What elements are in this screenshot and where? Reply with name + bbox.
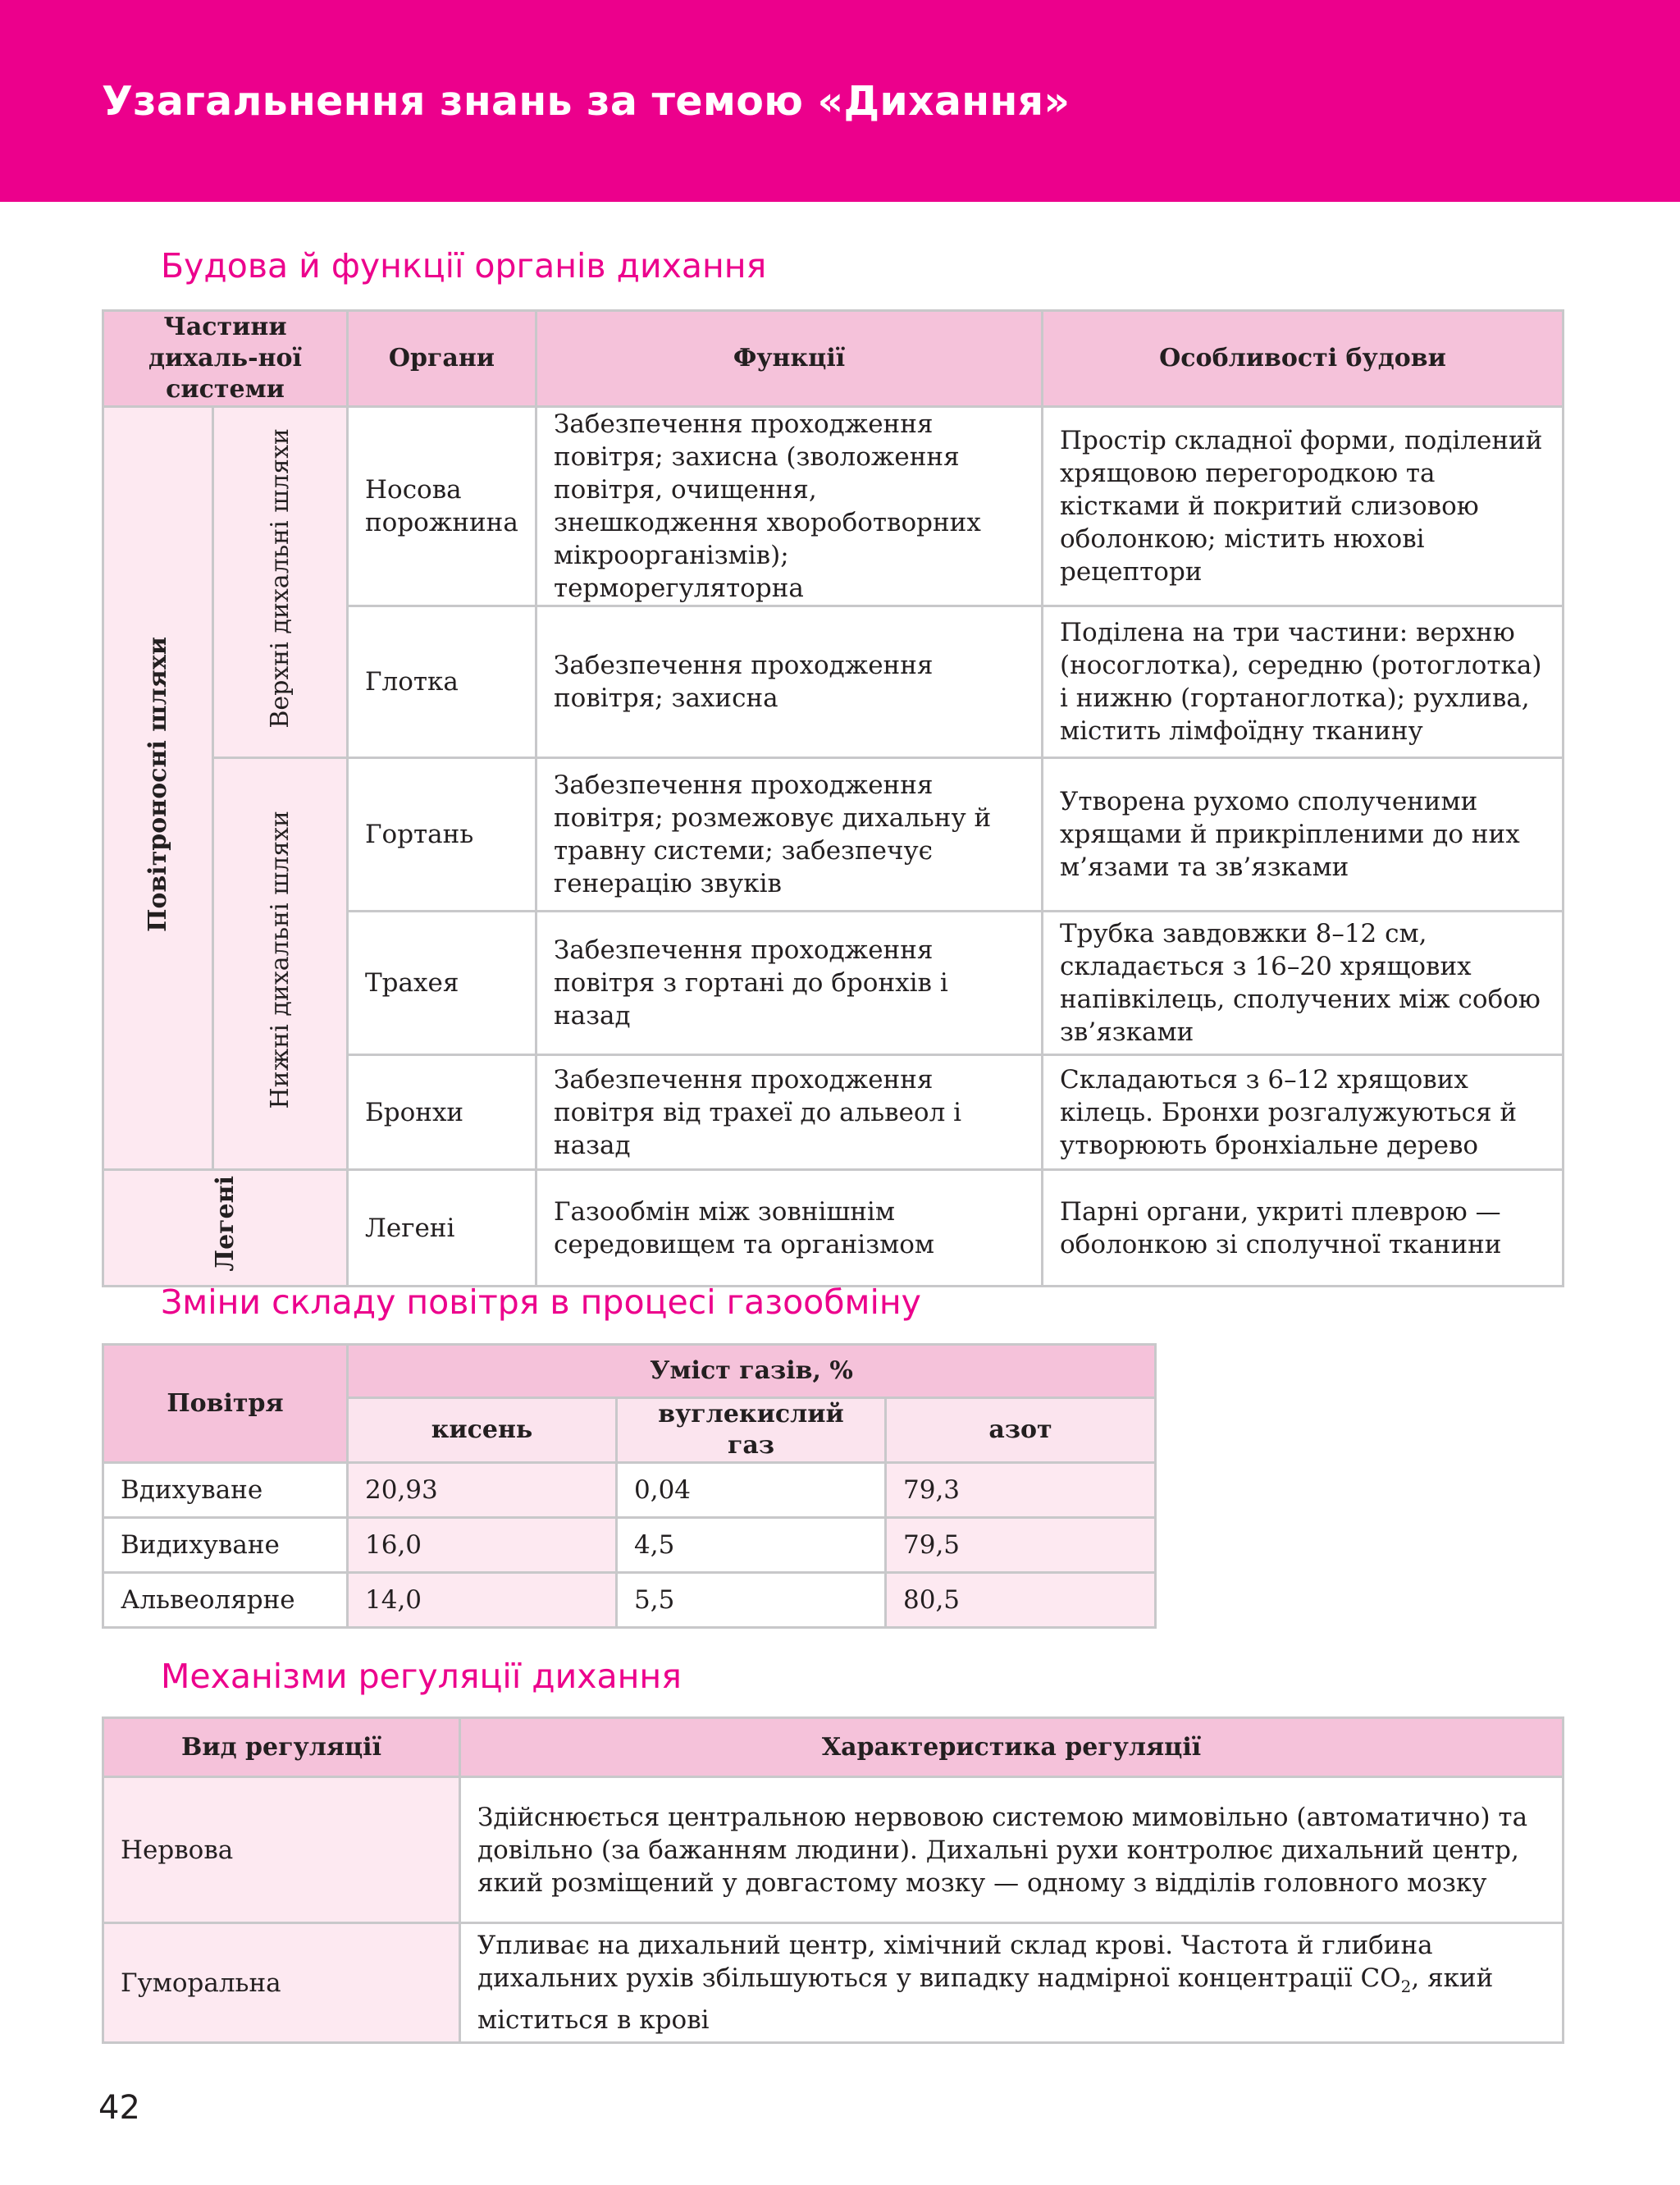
organ-cell: Гортань [348,758,536,912]
table-header-row [103,1718,1564,1777]
table-header-row [103,1345,1156,1398]
regulation-table [102,1716,1564,2044]
group-lower-airways: Нижні дихальні шляхи [213,758,348,1170]
regulation-type-cell: Гуморальна [103,1923,460,2043]
section-title-gas-exchange: Зміни складу повітря в процесі газообміну [161,1282,921,1322]
organ-cell: Легені [348,1170,536,1287]
function-cell: Газообмін між зовнішнім середовищем та організмом [536,1170,1043,1287]
regulation-description-cell: Здійснюється центральною нервовою системою мимовільно (автоматично) та довільно (за бажанням людини). Дихальні рухи контролює дихальний центр, який розміщений у довгастому мозку — одному з відділів головного мозку [460,1777,1564,1923]
co2-cell: 4,5 [617,1518,886,1573]
group-lungs: Легені [103,1170,348,1287]
header-nitrogen: азот [886,1398,1156,1463]
nitrogen-cell: 79,5 [886,1518,1156,1573]
header-oxygen: кисень [348,1398,617,1463]
section-title-structure: Будова й функції органів дихання [161,246,767,286]
co2-cell: 0,04 [617,1463,886,1518]
header-functions: Функції [536,311,1043,407]
function-cell: Забезпечення проходження повітря; захисна [536,606,1043,758]
table-row [103,407,1564,606]
section-title-regulation: Механізми регуляції дихання [161,1657,682,1696]
header-gas-content: Уміст газів, % [348,1345,1156,1398]
header-regulation-description: Характеристика регуляції [460,1718,1564,1777]
table-row [103,1518,1156,1573]
page-number: 42 [98,2089,140,2127]
title-banner [0,0,1680,202]
nitrogen-cell: 79,3 [886,1463,1156,1518]
table-row [103,758,1564,912]
nitrogen-cell: 80,5 [886,1573,1156,1628]
table-row [103,1923,1564,2043]
regulation-description-cell: Упливає на дихальний центр, хімічний склад крові. Частота й глибина дихальних рухів збільшуються у випадку надмірної концентрації $CO_2$, який міститься в крові [460,1923,1564,2043]
oxygen-cell: 16,0 [348,1518,617,1573]
organ-cell: Трахея [348,912,536,1055]
feature-cell: Поділена на три частини: верхню (носоглотка), середню (ротоглотка) і нижню (гортаноглотка); рухлива, містить лімфоїдну тканину [1043,606,1564,758]
co2-cell: 5,5 [617,1573,886,1628]
organ-cell: Бронхи [348,1055,536,1170]
table-row [103,1777,1564,1923]
header-organs: Органи [348,311,536,407]
table-row [103,1170,1564,1287]
air-cell: Видихуване [103,1518,348,1573]
oxygen-cell: 20,93 [348,1463,617,1518]
oxygen-cell: 14,0 [348,1573,617,1628]
table-header-row [103,311,1564,407]
function-cell: Забезпечення проходження повітря; захисна (зволоження повітря, очищення, знешкодження хвороботворних мікроорганізмів); терморегуляторна [536,407,1043,606]
feature-cell: Утворена рухомо сполученими хрящами й прикріпленими до них м’язами та зв’язками [1043,758,1564,912]
group-upper-airways: Верхні дихальні шляхи [213,407,348,758]
function-cell: Забезпечення проходження повітря; розмежовує дихальну й травну системи; забезпечує генерацію звуків [536,758,1043,912]
organ-cell: Носова порожнина [348,407,536,606]
table-row [103,1463,1156,1518]
header-features: Особливості будови [1043,311,1564,407]
header-co2: вуглекислий газ [617,1398,886,1463]
feature-cell: Парні органи, укриті плеврою — оболонкою зі сполучної тканини [1043,1170,1564,1287]
table-row [103,1573,1156,1628]
feature-cell: Трубка завдовжки 8–12 см, складається з 16–20 хрящових напівкілець, сполучених між собою зв’язками [1043,912,1564,1055]
structure-table [102,309,1564,1287]
group-airways: Повітроносні шляхи [103,407,213,1170]
air-cell: Альвеолярне [103,1573,348,1628]
feature-cell: Складаються з 6–12 хрящових кілець. Бронхи розгалужуються й утворюють бронхіальне дерево [1043,1055,1564,1170]
air-cell: Вдихуване [103,1463,348,1518]
regulation-type-cell: Нервова [103,1777,460,1923]
page-title: Узагальнення знань за темою «Дихання» [102,78,1071,125]
gas-table [102,1343,1157,1629]
organ-cell: Глотка [348,606,536,758]
header-regulation-type: Вид регуляції [103,1718,460,1777]
feature-cell: Простір складної форми, поділений хрящовою перегородкою та кістками й покритий слизовою оболонкою; містить нюхові рецептори [1043,407,1564,606]
header-parts: Частини дихаль-ної системи [103,311,348,407]
function-cell: Забезпечення проходження повітря від трахеї до альвеол і назад [536,1055,1043,1170]
header-air: Повітря [103,1345,348,1463]
function-cell: Забезпечення проходження повітря з гортані до бронхів і назад [536,912,1043,1055]
